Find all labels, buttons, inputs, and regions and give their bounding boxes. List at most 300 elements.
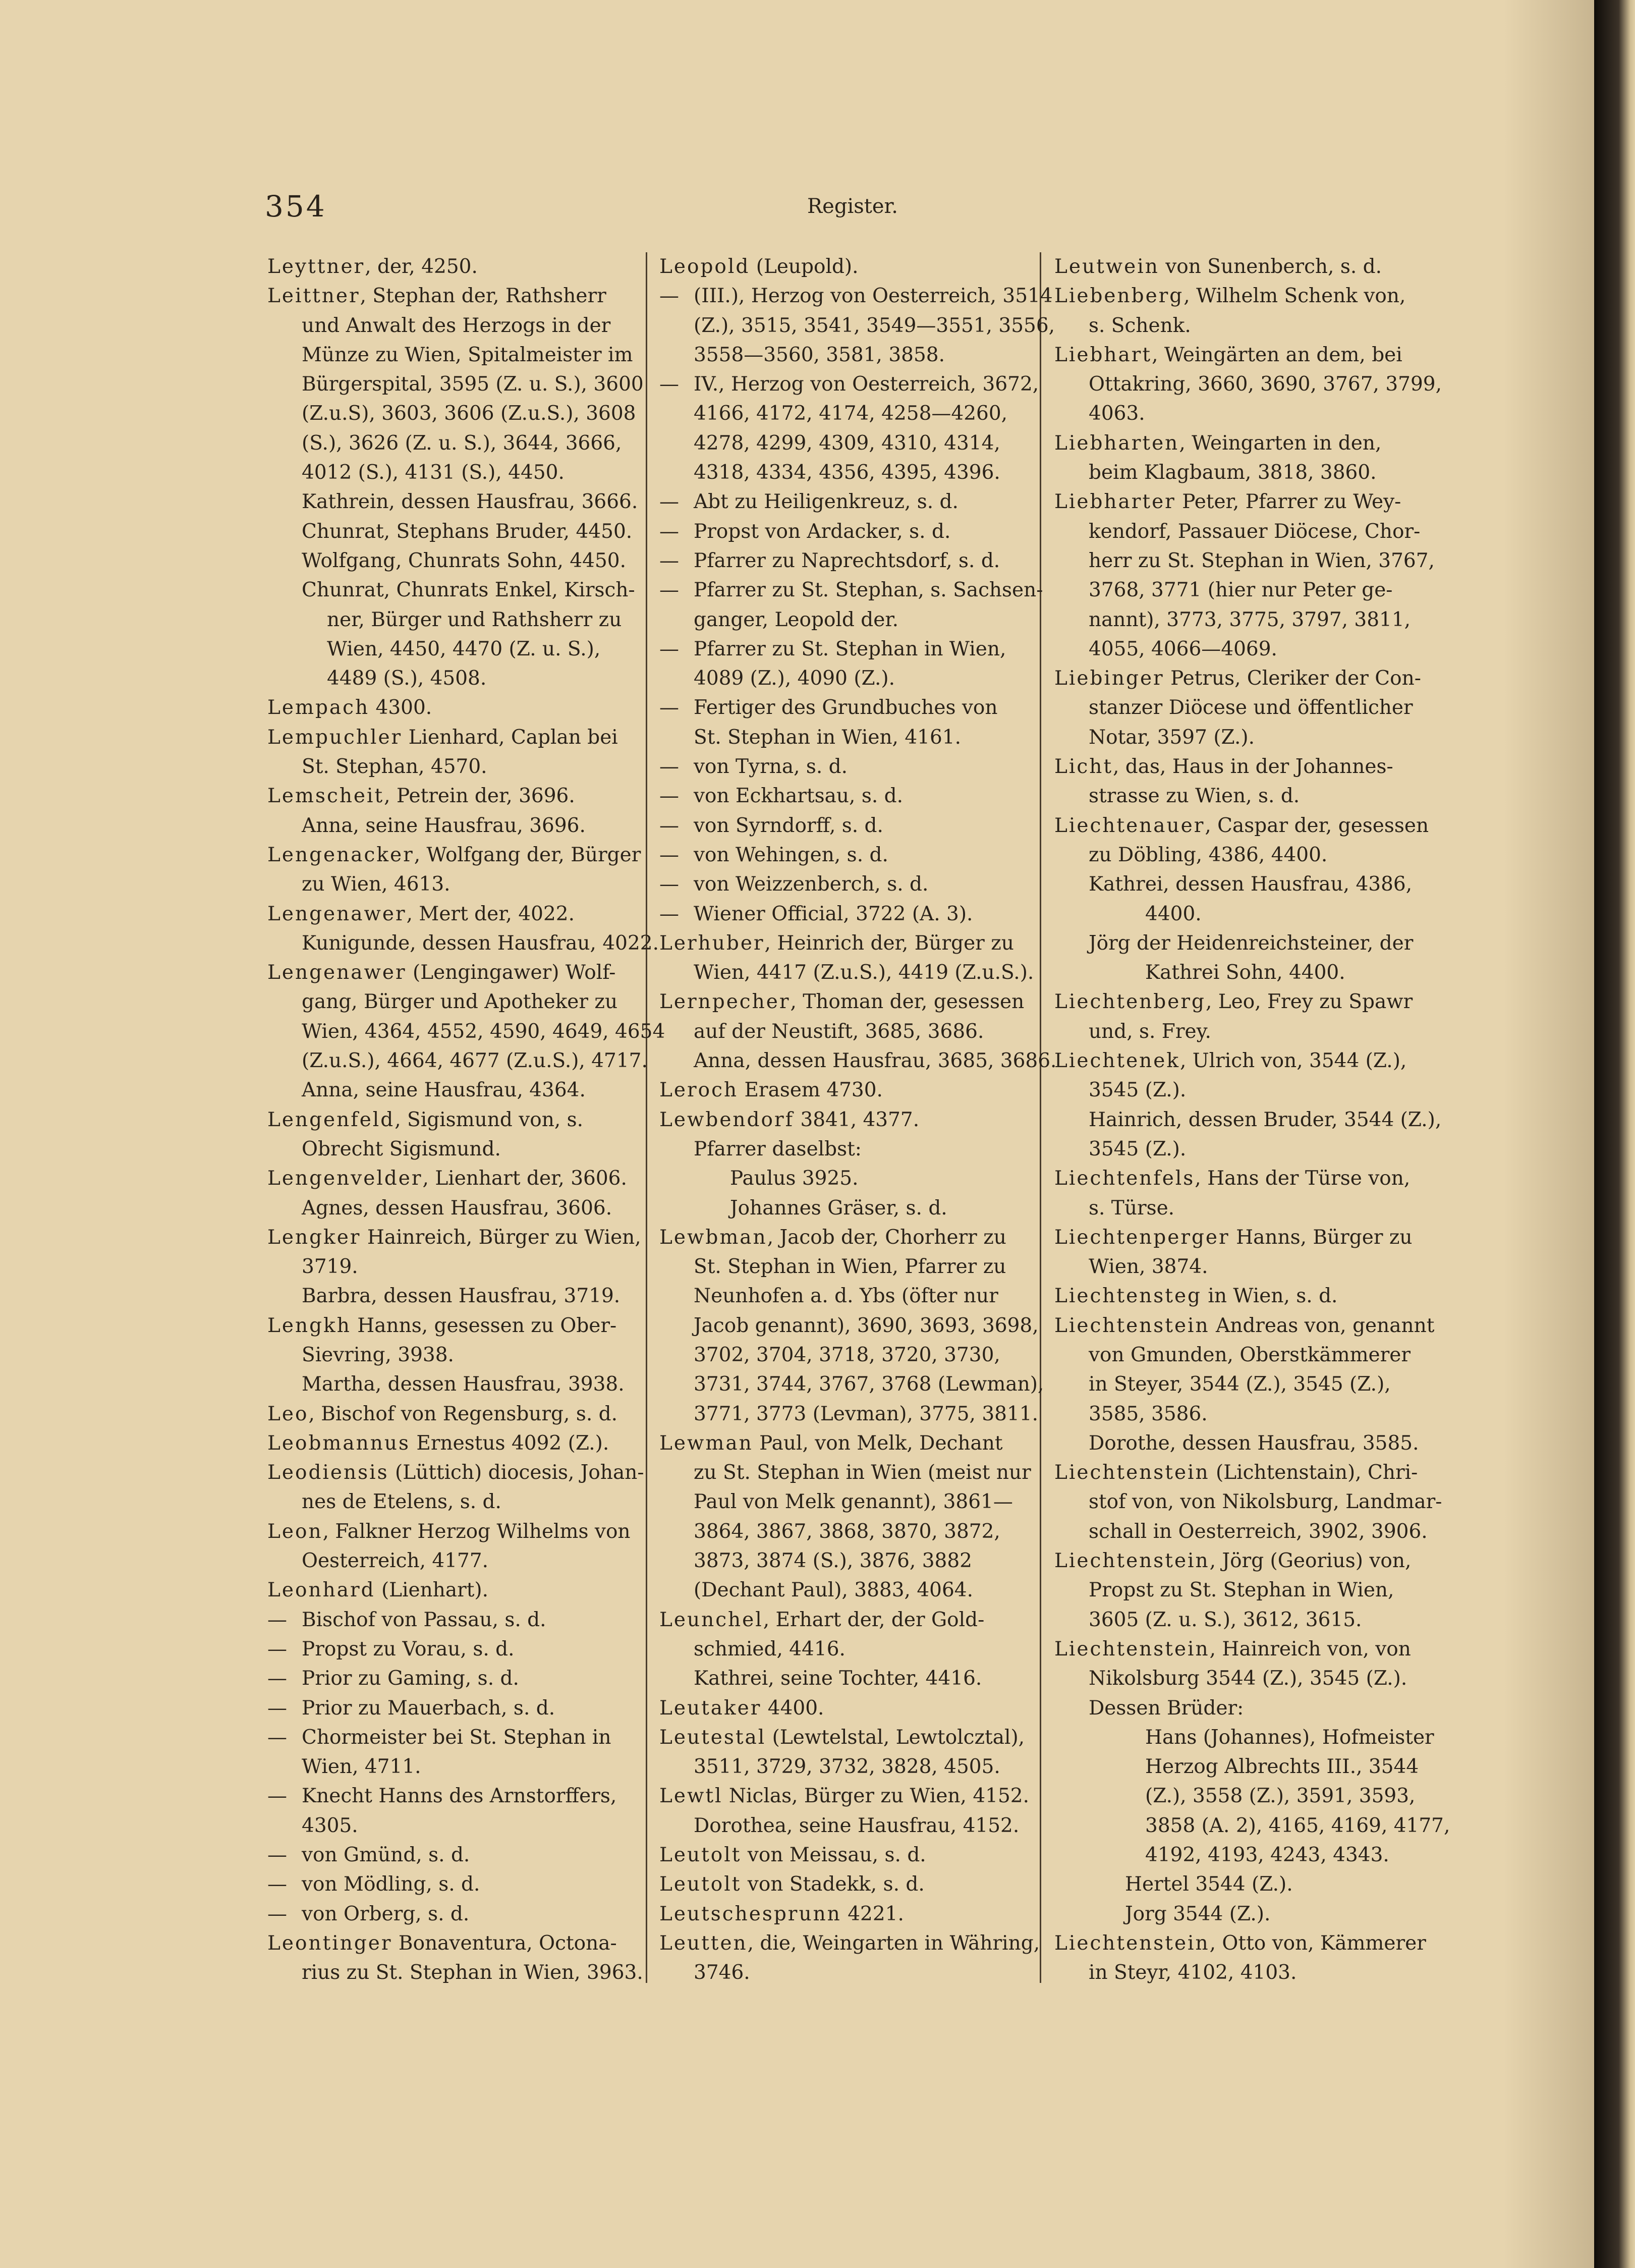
index-line bbox=[1054, 252, 1420, 282]
index-entry-text: Barbra, dessen Hausfrau, 3719. bbox=[302, 1285, 621, 1308]
index-line bbox=[267, 1517, 633, 1546]
continuation-dash: — bbox=[659, 785, 679, 808]
continuation-dash: — bbox=[267, 1696, 287, 1720]
index-entry-text: , Petrein der, 3696. bbox=[384, 785, 575, 808]
index-line bbox=[267, 1841, 633, 1870]
index-line bbox=[267, 1370, 633, 1399]
index-line bbox=[267, 341, 633, 370]
index-entry-text: von Wehingen, s. d. bbox=[694, 843, 888, 866]
index-entry-text: von Orberg, s. d. bbox=[302, 1902, 470, 1925]
index-entry-text: Anna, seine Hausfrau, 3696. bbox=[302, 814, 586, 837]
index-line bbox=[659, 1606, 1028, 1635]
index-entry-text: , Ulrich von, 3544 (Z.), bbox=[1180, 1049, 1407, 1073]
index-line bbox=[267, 487, 638, 517]
index-entry-text: 4278, 4299, 4309, 4310, 4314, bbox=[694, 431, 1000, 455]
index-line bbox=[267, 1782, 633, 1811]
index-entry-text: Münze zu Wien, Spitalmeister im bbox=[302, 343, 633, 366]
index-entry-text: , Sigismund von, s. bbox=[394, 1108, 584, 1131]
index-line bbox=[659, 1046, 1057, 1076]
index-line bbox=[659, 1664, 1028, 1693]
index-entry-text: Kathrei Sohn, 4400. bbox=[1145, 961, 1345, 984]
index-keyword: Liechtenperger bbox=[1054, 1226, 1230, 1249]
index-entry-text: Dorothe, dessen Hausfrau, 3585. bbox=[1089, 1431, 1419, 1455]
index-entry-text: Prior zu Mauerbach, s. d. bbox=[302, 1696, 555, 1720]
index-keyword: Liechtenstein bbox=[1054, 1637, 1210, 1661]
index-entry-text: 3545 (Z.). bbox=[1089, 1137, 1187, 1160]
index-line bbox=[659, 1341, 1028, 1370]
index-line bbox=[1054, 429, 1420, 458]
index-keyword: Lempach bbox=[267, 696, 370, 720]
index-entry-text: Kathrein, dessen Hausfrau, 3666. bbox=[302, 490, 638, 514]
index-entry-text: Nikolsburg 3544 (Z.), 3545 (Z.). bbox=[1089, 1667, 1407, 1690]
index-entry-text: Martha, dessen Hausfrau, 3938. bbox=[302, 1373, 625, 1396]
index-line bbox=[659, 782, 1028, 811]
index-line bbox=[267, 693, 633, 723]
index-keyword: Lengenacker bbox=[267, 843, 414, 866]
index-line bbox=[1054, 1400, 1420, 1429]
index-entry-text: beim Klagbaum, 3818, 3860. bbox=[1089, 461, 1377, 484]
index-entry-text: von Stadekk, s. d. bbox=[741, 1873, 925, 1896]
index-line bbox=[1054, 1870, 1420, 1899]
index-line bbox=[659, 282, 1053, 311]
continuation-dash: — bbox=[659, 549, 679, 572]
continuation-dash: — bbox=[659, 696, 679, 720]
index-entry-text: Anna, seine Hausfrau, 4364. bbox=[302, 1079, 586, 1102]
index-line bbox=[267, 370, 644, 399]
index-keyword: Leutolt bbox=[659, 1873, 742, 1896]
index-entry-text: und Anwalt des Herzogs in der bbox=[302, 314, 611, 337]
index-line bbox=[267, 1341, 633, 1370]
index-line bbox=[267, 282, 633, 311]
index-line bbox=[267, 605, 633, 635]
index-entry-text: stof von, von Nikolsburg, Landmar- bbox=[1089, 1490, 1442, 1514]
index-line bbox=[267, 1164, 633, 1193]
index-keyword: Liechtenstein bbox=[1054, 1461, 1210, 1484]
index-keyword: Liechtenek bbox=[1054, 1049, 1180, 1073]
index-entry-text: 4192, 4193, 4243, 4343. bbox=[1145, 1844, 1389, 1867]
index-line bbox=[659, 723, 1028, 752]
index-entry-text: von Gmünd, s. d. bbox=[302, 1844, 470, 1867]
index-entry-text: Bischof von Passau, s. d. bbox=[302, 1608, 546, 1631]
index-entry-text: 4300. bbox=[369, 696, 432, 720]
index-line bbox=[1054, 782, 1420, 811]
index-line bbox=[1054, 399, 1420, 428]
index-entry-text: s. Schenk. bbox=[1089, 314, 1191, 337]
index-entry-text: , Thoman der, gesessen bbox=[790, 990, 1025, 1014]
index-line bbox=[267, 1929, 633, 1958]
index-line bbox=[659, 1841, 1028, 1870]
index-line bbox=[1054, 1135, 1420, 1164]
index-entry-text: und, s. Frey. bbox=[1089, 1020, 1211, 1043]
index-line bbox=[267, 517, 633, 546]
index-entry-text: schall in Oesterreich, 3902, 3906. bbox=[1089, 1520, 1428, 1543]
index-line bbox=[659, 1517, 1028, 1546]
index-line bbox=[659, 1194, 1028, 1223]
index-keyword: Licht bbox=[1054, 755, 1113, 779]
index-entry-text: 4089 (Z.), 4090 (Z.). bbox=[694, 667, 895, 690]
index-entry-text: Pfarrer zu St. Stephan, s. Sachsen- bbox=[694, 579, 1043, 602]
index-keyword: Liebenberg bbox=[1054, 285, 1184, 308]
index-entry-text: Propst zu St. Stephan in Wien, bbox=[1089, 1579, 1394, 1602]
index-line bbox=[659, 870, 1028, 899]
continuation-dash: — bbox=[267, 1844, 287, 1867]
index-line bbox=[659, 664, 1028, 693]
index-keyword: Liechtenfels bbox=[1054, 1167, 1195, 1190]
index-line bbox=[1054, 929, 1420, 958]
index-entry-text: , Hainreich von, von bbox=[1209, 1637, 1411, 1661]
index-line bbox=[267, 1811, 633, 1841]
index-entry-text: Jörg der Heidenreichsteiner, der bbox=[1089, 931, 1414, 955]
index-line bbox=[1054, 1576, 1420, 1605]
index-entry-text: Propst von Ardacker, s. d. bbox=[694, 520, 951, 543]
index-line bbox=[659, 1370, 1044, 1399]
index-entry-text: Ernestus 4092 (Z.). bbox=[410, 1431, 609, 1455]
index-keyword: Leutaker bbox=[659, 1696, 762, 1720]
index-line bbox=[659, 1311, 1039, 1341]
index-line bbox=[659, 458, 1028, 487]
index-keyword: Leittner bbox=[267, 285, 360, 308]
index-line bbox=[267, 546, 633, 576]
continuation-dash: — bbox=[267, 1873, 287, 1896]
index-line bbox=[659, 841, 1028, 870]
index-line bbox=[1054, 1752, 1420, 1782]
index-line bbox=[1054, 1664, 1420, 1693]
index-line bbox=[659, 1487, 1028, 1517]
index-line bbox=[1054, 1105, 1442, 1135]
index-line bbox=[267, 900, 633, 929]
index-line bbox=[267, 958, 633, 987]
index-line bbox=[659, 752, 1028, 782]
index-keyword: Lengenawer bbox=[267, 961, 407, 984]
index-entry-text: , Jörg (Georius) von, bbox=[1209, 1550, 1412, 1573]
index-line bbox=[267, 811, 633, 841]
index-entry-text: Hertel 3544 (Z.). bbox=[1125, 1873, 1293, 1896]
index-keyword: Leutwein bbox=[1054, 255, 1159, 278]
index-keyword: Leo bbox=[267, 1402, 309, 1425]
index-entry-text: 3873, 3874 (S.), 3876, 3882 bbox=[694, 1550, 972, 1573]
index-entry-text: Wien, 4364, 4552, 4590, 4649, 4654 bbox=[302, 1020, 665, 1043]
index-entry-text: Anna, dessen Hausfrau, 3685, 3686. bbox=[694, 1049, 1057, 1073]
index-line bbox=[267, 1046, 648, 1076]
index-line bbox=[1054, 1723, 1434, 1752]
index-entry-text: Chunrat, Stephans Bruder, 4450. bbox=[302, 520, 633, 543]
index-entry-text: (Lüttich) diocesis, Johan- bbox=[388, 1461, 644, 1484]
index-line bbox=[267, 1194, 633, 1223]
index-entry-text: 3511, 3729, 3732, 3828, 4505. bbox=[694, 1755, 1000, 1779]
index-line bbox=[659, 1900, 1028, 1929]
continuation-dash: — bbox=[659, 814, 679, 837]
index-entry-text: (Lewtelstal, Lewtolcztal), bbox=[766, 1726, 1025, 1749]
index-entry-text: Wien, 3874. bbox=[1089, 1255, 1208, 1279]
index-line bbox=[267, 1546, 633, 1576]
index-entry-text: (Leupold). bbox=[750, 255, 859, 278]
index-line bbox=[659, 1282, 1028, 1311]
continuation-dash: — bbox=[267, 1667, 287, 1690]
index-entry-text: Oesterreich, 4177. bbox=[302, 1550, 489, 1573]
index-line bbox=[267, 782, 633, 811]
index-line bbox=[267, 841, 641, 870]
index-line bbox=[659, 399, 1028, 428]
index-line bbox=[267, 1576, 633, 1605]
index-line bbox=[659, 341, 1028, 370]
index-entry-text: (Z.), 3515, 3541, 3549—3551, 3556, bbox=[694, 314, 1055, 337]
index-line bbox=[267, 1694, 633, 1723]
index-entry-text: Johannes Gräser, s. d. bbox=[730, 1196, 947, 1220]
index-entry-text: Pfarrer daselbst: bbox=[694, 1137, 862, 1160]
index-line bbox=[1054, 1517, 1428, 1546]
index-entry-text: 4166, 4172, 4174, 4258—4260, bbox=[694, 402, 1008, 425]
index-line bbox=[1054, 1900, 1420, 1929]
index-entry-text: von Sunenberch, s. d. bbox=[1159, 255, 1382, 278]
index-entry-text: Wien, 4711. bbox=[302, 1755, 421, 1779]
continuation-dash: — bbox=[267, 1608, 287, 1631]
index-entry-text: (Z.u.S.), 4664, 4677 (Z.u.S.), 4717. bbox=[302, 1049, 648, 1073]
index-line bbox=[267, 1635, 633, 1664]
index-keyword: Leobmannus bbox=[267, 1431, 411, 1455]
column-rule-left bbox=[646, 252, 647, 1983]
index-keyword: Liebharter bbox=[1054, 490, 1176, 514]
continuation-dash: — bbox=[267, 1785, 287, 1808]
index-entry-text: 3702, 3704, 3718, 3720, 3730, bbox=[694, 1343, 1000, 1366]
index-keyword: Leyttner bbox=[267, 255, 365, 278]
index-line bbox=[659, 1458, 1031, 1487]
continuation-dash: — bbox=[659, 490, 679, 514]
index-line bbox=[1054, 1929, 1426, 1958]
index-entry-text: Paul, von Melk, Dechant bbox=[753, 1431, 1003, 1455]
continuation-dash: — bbox=[659, 755, 679, 779]
index-entry-text: , Erhart der, der Gold- bbox=[763, 1608, 985, 1631]
index-line bbox=[659, 1694, 1028, 1723]
page-gutter-shadow bbox=[1503, 0, 1594, 2268]
index-line bbox=[659, 1135, 1028, 1164]
book-spine-edge bbox=[1594, 0, 1635, 2268]
index-column-1 bbox=[267, 252, 665, 1988]
continuation-dash: — bbox=[659, 285, 679, 308]
index-line bbox=[267, 1400, 633, 1429]
index-keyword: Lengkh bbox=[267, 1314, 351, 1337]
index-entry-text: Kathrei, dessen Hausfrau, 4386, bbox=[1089, 873, 1413, 896]
index-entry-text: gang, Bürger und Apotheker zu bbox=[302, 990, 618, 1014]
index-entry-text: Hanns, gesessen zu Ober- bbox=[351, 1314, 617, 1337]
index-keyword: Leroch bbox=[659, 1079, 739, 1102]
index-entry-text: zu St. Stephan in Wien (meist nur bbox=[694, 1461, 1031, 1484]
index-entry-text: rius zu St. Stephan in Wien, 3963. bbox=[302, 1961, 643, 1984]
index-entry-text: Paulus 3925. bbox=[730, 1167, 859, 1190]
index-entry-text: Neunhofen a. d. Ybs (öfter nur bbox=[694, 1285, 998, 1308]
index-line bbox=[267, 252, 633, 282]
index-entry-text: Hans (Johannes), Hofmeister bbox=[1145, 1726, 1434, 1749]
index-keyword: Leutolt bbox=[659, 1844, 742, 1867]
index-entry-text: , der, 4250. bbox=[365, 255, 478, 278]
index-line bbox=[1054, 1076, 1420, 1105]
index-line bbox=[659, 1429, 1028, 1458]
index-keyword: Leutschesprunn bbox=[659, 1902, 841, 1925]
index-keyword: Liechtenstein bbox=[1054, 1931, 1210, 1955]
index-entry-text: 3731, 3744, 3767, 3768 (Lewman), bbox=[694, 1373, 1044, 1396]
index-column-2 bbox=[659, 252, 1057, 1988]
index-line bbox=[267, 1223, 641, 1252]
index-entry-text: stanzer Diöcese und öffentlicher bbox=[1089, 696, 1413, 720]
index-entry-text: 4400. bbox=[1145, 902, 1202, 925]
index-line bbox=[659, 900, 1028, 929]
index-keyword: Liebinger bbox=[1054, 667, 1164, 690]
index-entry-text: Prior zu Gaming, s. d. bbox=[302, 1667, 519, 1690]
index-entry-text: (III.), Herzog von Oesterreich, 3514 bbox=[694, 285, 1053, 308]
index-line bbox=[1054, 987, 1420, 1017]
index-entry-text: 3864, 3867, 3868, 3870, 3872, bbox=[694, 1520, 1000, 1543]
index-keyword: Leodiensis bbox=[267, 1461, 389, 1484]
index-entry-text: 3545 (Z.). bbox=[1089, 1079, 1187, 1102]
index-entry-text: Kunigunde, dessen Hausfrau, 4022. bbox=[302, 931, 659, 955]
index-line bbox=[1054, 1194, 1420, 1223]
index-line bbox=[1054, 664, 1420, 693]
index-entry-text: , Hans der Türse von, bbox=[1195, 1167, 1411, 1190]
index-entry-text: (Lengingawer) Wolf- bbox=[406, 961, 616, 984]
index-line bbox=[659, 1723, 1028, 1752]
index-keyword: Leontinger bbox=[267, 1931, 392, 1955]
index-entry-text: Dorothea, seine Hausfrau, 4152. bbox=[694, 1814, 1020, 1837]
index-line bbox=[1054, 487, 1420, 517]
index-line bbox=[1054, 1546, 1420, 1576]
index-entry-text: Chormeister bei St. Stephan in bbox=[302, 1726, 611, 1749]
index-entry-text: , Weingarten in den, bbox=[1179, 431, 1382, 455]
index-line bbox=[267, 1487, 633, 1517]
index-keyword: Lengenawer bbox=[267, 902, 407, 925]
index-keyword: Leutten bbox=[659, 1931, 748, 1955]
index-line bbox=[659, 1782, 1028, 1811]
index-line bbox=[267, 1282, 633, 1311]
index-entry-text: Hainreich, Bürger zu Wien, bbox=[361, 1226, 641, 1249]
index-line bbox=[267, 1311, 633, 1341]
index-entry-text: herr zu St. Stephan in Wien, 3767, bbox=[1089, 549, 1435, 572]
index-line bbox=[267, 1429, 633, 1458]
index-line bbox=[659, 811, 1028, 841]
index-line bbox=[267, 635, 633, 664]
index-keyword: Lewtl bbox=[659, 1785, 723, 1808]
index-line bbox=[1054, 1341, 1420, 1370]
index-entry-text: zu Wien, 4613. bbox=[302, 873, 450, 896]
index-entry-text: Agnes, dessen Hausfrau, 3606. bbox=[302, 1196, 612, 1220]
column-rule-right bbox=[1040, 252, 1041, 1983]
index-entry-text: Andreas von, genannt bbox=[1209, 1314, 1435, 1337]
continuation-dash: — bbox=[659, 520, 679, 543]
index-line bbox=[267, 1252, 633, 1282]
index-line bbox=[659, 929, 1028, 958]
index-keyword: Lerhuber bbox=[659, 931, 765, 955]
continuation-dash: — bbox=[267, 1902, 287, 1925]
index-line bbox=[659, 252, 1028, 282]
index-entry-text: St. Stephan in Wien, Pfarrer zu bbox=[694, 1255, 1006, 1279]
index-line bbox=[267, 311, 633, 341]
index-line bbox=[1054, 1841, 1420, 1870]
index-entry-text: 4305. bbox=[302, 1814, 358, 1837]
index-line bbox=[267, 1458, 644, 1487]
index-keyword: Liebhart bbox=[1054, 343, 1152, 366]
index-entry-text: ner, Bürger und Rathsherr zu bbox=[327, 608, 622, 631]
index-line bbox=[1054, 1487, 1442, 1517]
index-entry-text: , Leo, Frey zu Spawr bbox=[1205, 990, 1413, 1014]
index-entry-text: von Gmunden, Oberstkämmerer bbox=[1089, 1343, 1411, 1366]
index-line bbox=[659, 1958, 1028, 1987]
index-line bbox=[267, 1105, 633, 1135]
index-entry-text: zu Döbling, 4386, 4400. bbox=[1089, 843, 1328, 866]
continuation-dash: — bbox=[267, 1726, 287, 1749]
index-entry-text: Peter, Pfarrer zu Wey- bbox=[1175, 490, 1401, 514]
index-keyword: Lernpecher bbox=[659, 990, 791, 1014]
index-entry-text: nes de Etelens, s. d. bbox=[302, 1490, 501, 1514]
index-line bbox=[267, 399, 636, 428]
index-line bbox=[659, 987, 1028, 1017]
index-line bbox=[267, 576, 633, 605]
index-entry-text: (Dechant Paul), 3883, 4064. bbox=[694, 1579, 973, 1602]
index-entry-text: , Otto von, Kämmerer bbox=[1209, 1931, 1426, 1955]
index-entry-text: , Falkner Herzog Wilhelms von bbox=[322, 1520, 631, 1543]
index-entry-text: 4055, 4066—4069. bbox=[1089, 637, 1277, 660]
index-line bbox=[267, 1017, 665, 1046]
index-entry-text: von Eckhartsau, s. d. bbox=[694, 785, 904, 808]
index-entry-text: Obrecht Sigismund. bbox=[302, 1137, 501, 1160]
index-keyword: Liechtenauer bbox=[1054, 814, 1205, 837]
continuation-dash: — bbox=[659, 579, 679, 602]
index-line bbox=[1054, 1164, 1420, 1193]
index-entry-text: nannt), 3773, 3775, 3797, 3811, bbox=[1089, 608, 1411, 631]
index-entry-text: in Steyr, 4102, 4103. bbox=[1089, 1961, 1297, 1984]
index-line bbox=[659, 693, 1028, 723]
index-entry-text: 3558—3560, 3581, 3858. bbox=[694, 343, 945, 366]
index-entry-text: kendorf, Passauer Diöcese, Chor- bbox=[1089, 520, 1421, 543]
index-line bbox=[659, 1252, 1028, 1282]
index-entry-text: Knecht Hanns des Arnstorffers, bbox=[302, 1785, 617, 1808]
index-entry-text: Hainrich, dessen Bruder, 3544 (Z.), bbox=[1089, 1108, 1442, 1131]
index-entry-text: ganger, Leopold der. bbox=[694, 608, 899, 631]
index-entry-text: 4318, 4334, 4356, 4395, 4396. bbox=[694, 461, 1000, 484]
index-line bbox=[659, 1635, 1028, 1664]
index-line bbox=[1054, 517, 1420, 546]
index-entry-text: auf der Neustift, 3685, 3686. bbox=[694, 1020, 984, 1043]
index-keyword: Liechtenstein bbox=[1054, 1314, 1210, 1337]
index-keyword: Liechtenberg bbox=[1054, 990, 1206, 1014]
index-line bbox=[267, 429, 633, 458]
index-keyword: Lengenfeld bbox=[267, 1108, 395, 1131]
index-line bbox=[267, 1958, 643, 1987]
index-entry-text: (Z.), 3558 (Z.), 3591, 3593, bbox=[1145, 1785, 1416, 1808]
index-line bbox=[267, 1870, 633, 1899]
index-entry-text: 3771, 3773 (Levman), 3775, 3811. bbox=[694, 1402, 1038, 1425]
index-entry-text: strasse zu Wien, s. d. bbox=[1089, 785, 1300, 808]
index-line bbox=[1054, 1782, 1420, 1811]
index-entry-text: 3841, 4377. bbox=[794, 1108, 920, 1131]
index-entry-text: Ottakring, 3660, 3690, 3767, 3799, bbox=[1089, 373, 1442, 396]
index-line bbox=[659, 429, 1028, 458]
index-line bbox=[1054, 1811, 1450, 1841]
index-line bbox=[267, 723, 633, 752]
index-entry-text: , Stephan der, Rathsherr bbox=[360, 285, 606, 308]
index-line bbox=[1054, 1017, 1420, 1046]
index-entry-text: (Lienhart). bbox=[375, 1579, 489, 1602]
index-entry-text: Herzog Albrechts III., 3544 bbox=[1145, 1755, 1419, 1779]
index-keyword: Lewman bbox=[659, 1431, 753, 1455]
index-entry-text: , Bischof von Regensburg, s. d. bbox=[308, 1402, 617, 1425]
index-keyword: Lewbendorf bbox=[659, 1108, 795, 1131]
index-entry-text: (Lichtenstain), Chri- bbox=[1209, 1461, 1418, 1484]
index-entry-text: 4400. bbox=[761, 1696, 824, 1720]
index-entry-text: 3719. bbox=[302, 1255, 358, 1279]
index-line bbox=[267, 1135, 633, 1164]
index-line bbox=[1054, 958, 1420, 987]
index-line bbox=[1054, 282, 1420, 311]
index-line bbox=[659, 1400, 1038, 1429]
index-entry-text: von Tyrna, s. d. bbox=[694, 755, 848, 779]
